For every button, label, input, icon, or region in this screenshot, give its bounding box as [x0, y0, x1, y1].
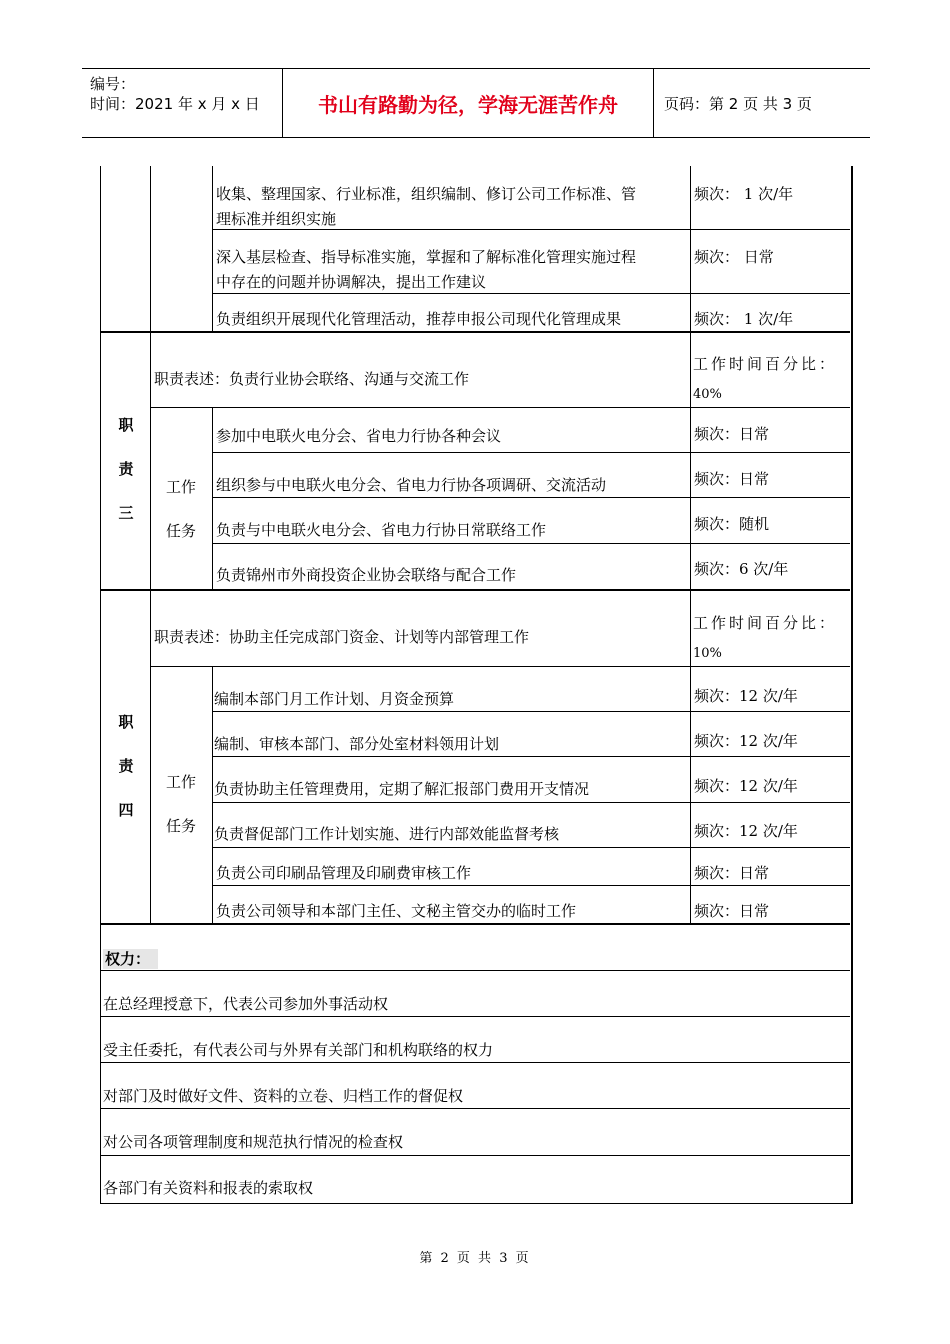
- duty2-task-3-freq: 频次： 1 次/年: [694, 310, 794, 328]
- duty4-time-percent-label: 工作时间百分比：: [693, 614, 838, 632]
- duty3-task-3-text: 负责与中电联火电分会、省电力行协日常联络工作: [216, 521, 547, 539]
- authority-item-4: 对公司各项管理制度和规范执行情况的检查权: [103, 1133, 404, 1151]
- duty4-task-4-freq: 频次：12 次/年: [694, 822, 798, 840]
- document-number-label: 编号：: [90, 75, 136, 93]
- duty3-task-3-freq: 频次：随机: [694, 515, 770, 533]
- duty3-task-2-freq: 频次：日常: [694, 470, 770, 488]
- duty2-task-2-line2: 中存在的问题并协调解决，提出工作建议: [216, 273, 487, 291]
- duty3-task-4-freq: 频次：6 次/年: [694, 560, 789, 578]
- duty3-statement: 职责表述：负责行业协会联络、沟通与交流工作: [154, 370, 470, 388]
- duty4-task-6-freq: 频次：日常: [694, 902, 770, 920]
- authority-item-2: 受主任委托，有代表公司与外界有关部门和机构联络的权力: [103, 1041, 494, 1059]
- duty4-task-4-text: 负责督促部门工作计划实施、进行内部效能监督考核: [214, 825, 560, 843]
- authority-item-1: 在总经理授意下，代表公司参加外事活动权: [103, 995, 389, 1013]
- duty3-time-percent-label: 工作时间百分比：: [693, 355, 838, 373]
- authority-item-5: 各部门有关资料和报表的索取权: [103, 1179, 314, 1197]
- duty3-task-1-text: 参加中电联火电分会、省电力行协各种会议: [216, 427, 502, 445]
- duty4-statement: 职责表述：协助主任完成部门资金、计划等内部管理工作: [154, 628, 530, 646]
- duty4-task-5-text: 负责公司印刷品管理及印刷费审核工作: [216, 864, 472, 882]
- duty4-time-percent-value: 10%: [693, 646, 722, 661]
- duty2-task-2-freq: 频次： 日常: [694, 248, 774, 266]
- document-time-label: 时间：2021 年 x 月 x 日: [90, 95, 260, 113]
- duty3-task-label: 工作 任务: [165, 478, 196, 540]
- duty2-task-3-text: 负责组织开展现代化管理活动，推荐申报公司现代化管理成果: [216, 310, 622, 328]
- duty2-task-1-freq: 频次： 1 次/年: [694, 185, 794, 203]
- header-meta: [82, 69, 282, 137]
- authority-item-3: 对部门及时做好文件、资料的立卷、归档工作的督促权: [103, 1087, 464, 1105]
- duty3-time-percent-value: 40%: [693, 387, 722, 402]
- duty4-task-1-text: 编制本部门月工作计划、月资金预算: [214, 690, 455, 708]
- authority-title: 权力：: [103, 949, 158, 969]
- duty3-label: 职 责 三: [118, 416, 134, 522]
- duty2-task-2-line1: 深入基层检查、指导标准实施，掌握和了解标准化管理实施过程: [216, 248, 637, 266]
- duty4-label: 职 责 四: [118, 713, 134, 819]
- duty3-task-2-text: 组织参与中电联火电分会、省电力行协各项调研、交流活动: [216, 476, 607, 494]
- duty2-task-1-line2: 理标准并组织实施: [216, 210, 337, 228]
- duty-table: [100, 166, 853, 1204]
- header-motto: 书山有路勤为径，学海无涯苦作舟: [282, 69, 654, 137]
- page-footer: 第 2 页 共 3 页: [419, 1251, 531, 1266]
- duty4-task-6-text: 负责公司领导和本部门主任、文秘主管交办的临时工作: [216, 902, 577, 920]
- duty2-task-1-line1: 收集、整理国家、行业标准，组织编制、修订公司工作标准、管: [216, 185, 637, 203]
- duty4-task-3-freq: 频次：12 次/年: [694, 777, 798, 795]
- duty4-task-3-text: 负责协助主任管理费用，定期了解汇报部门费用开支情况: [214, 780, 590, 798]
- duty4-task-2-freq: 频次：12 次/年: [694, 732, 798, 750]
- duty3-task-1-freq: 频次：日常: [694, 425, 770, 443]
- duty4-task-label: 工作 任务: [165, 773, 196, 835]
- page-header: [82, 68, 870, 138]
- duty4-task-5-freq: 频次：日常: [694, 864, 770, 882]
- header-page-label: 页码：第 2 页 共 3 页: [664, 95, 812, 113]
- duty4-task-1-freq: 频次：12 次/年: [694, 687, 798, 705]
- duty3-task-4-text: 负责锦州市外商投资企业协会联络与配合工作: [216, 566, 517, 584]
- duty4-task-2-text: 编制、审核本部门、部分处室材料领用计划: [214, 735, 500, 753]
